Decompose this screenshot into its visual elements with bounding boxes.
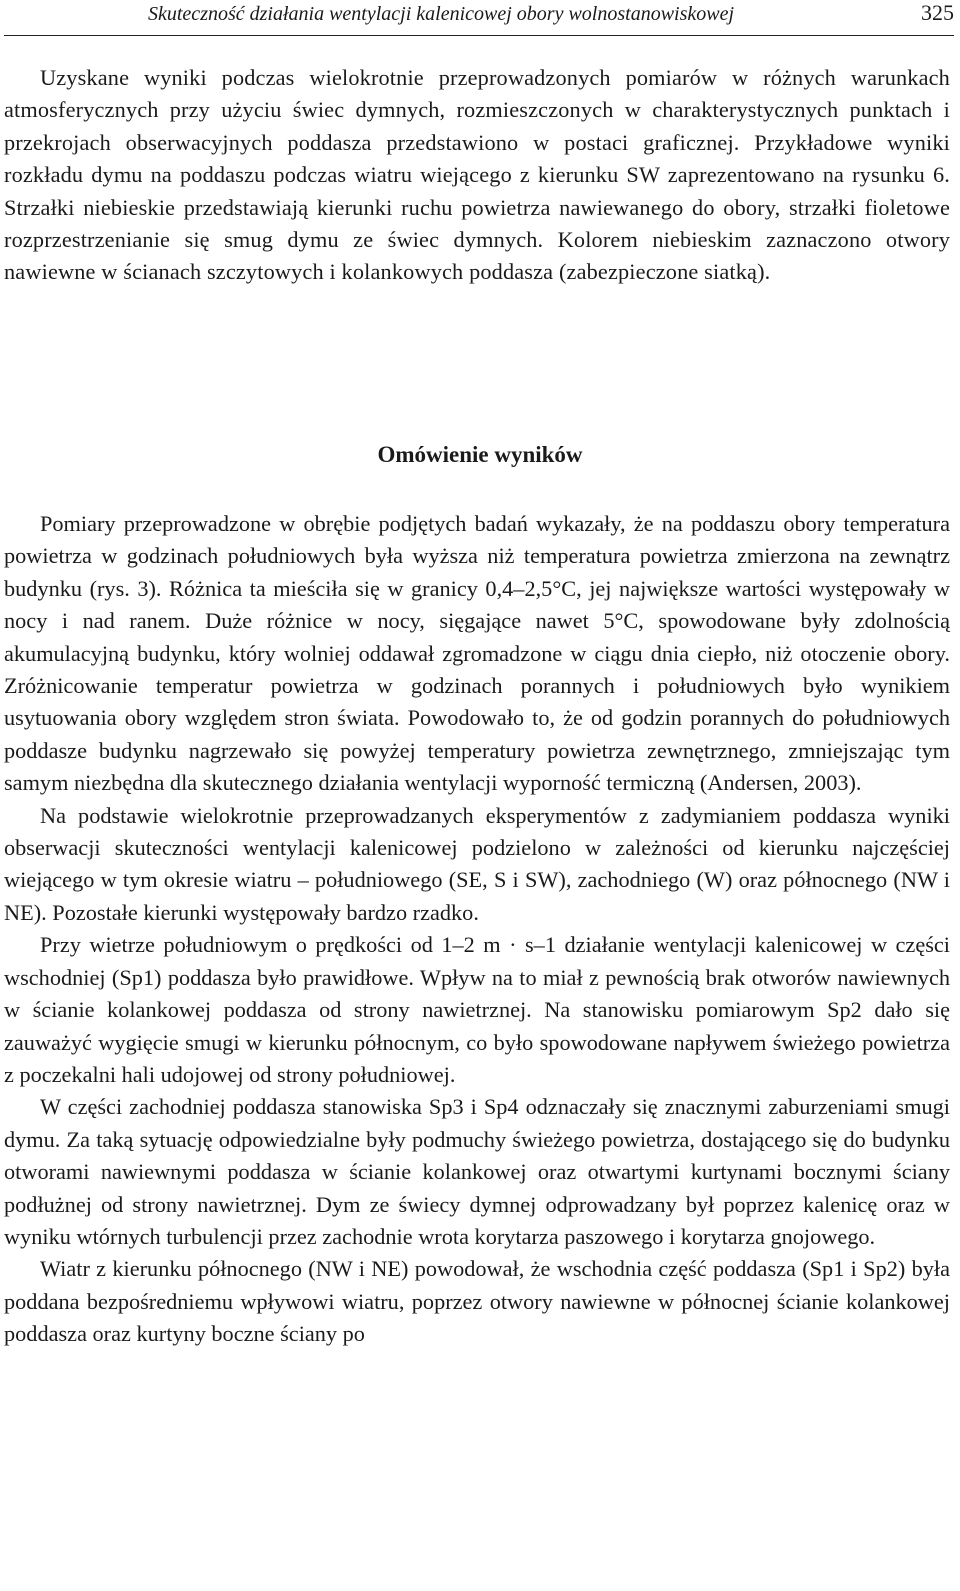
paragraph-north-wind: Wiatr z kierunku północnego (NW i NE) powodował, że wschodnia część poddasza (Sp1 i Sp2) była poddana bezpośredniemu wpływowi wiatru, poprzez otwory nawiewne w północnej ścianie kolankowej poddasza oraz kurtyny boczne ściany po — [4, 1256, 950, 1347]
paragraph-west-section: W części zachodniej poddasza stanowiska Sp3 i Sp4 odznaczały się znacznymi zaburzeniami smugi dymu. Za taką sytuację odpowiedzialne były podmuchy świeżego powietrza, dostającego się do budynku otworami nawiewnymi poddasza w ścianie kolankowej oraz otwartymi kurtynami bocznymi ściany podłużnej od strony nawietrznej. Dym ze świecy dymnej odprowadzany był poprzez kalenicę oraz w wyniku wtórnych turbulencji przez zachodnie wrota korytarza paszowego i korytarza gnojowego. — [4, 1094, 950, 1249]
paragraph-south-wind: Przy wietrze południowym o prędkości od 1–2 m · s–1 działanie wentylacji kalenicowej w części wschodniej (Sp1) poddasza było prawidłowe. Wpływ na to miał z pewnością brak otworów nawiewnych w ścianie kolankowej poddasza od strony nawietrznej. Na stanowisku pomiarowym Sp2 dało się zauważyć wygięcie smugi w kierunku północnym, co było spowodowane napływem świeżego powietrza z poczekalni hali udojowej od strony południowej. — [4, 932, 950, 1087]
paragraph-temperature: Pomiary przeprowadzone w obrębie podjętych badań wykazały, że na poddaszu obory temperatura powietrza w godzinach południowych była wyższa niż temperatura powietrza zmierzona na zewnątrz budynku (rys. 3). Różnica ta mieściła się w granicy 0,4–2,5°C, jej największe wartości występowały w nocy i nad ranem. Duże różnice w nocy, sięgające nawet 5°C, spowodowane były zdolnością akumulacyjną budynku, który wolniej oddawał zgromadzone w ciągu dnia ciepło, niż otoczenie obory. Zróżnicowanie temperatur powietrza w godzinach porannych i południowych było wynikiem usytuowania obory względem stron świata. Powodowało to, że od godzin porannych do południowych poddasze budynku nagrzewało się powyżej temperatury powietrza zewnętrznego, zmniejszając tym samym niezbędna dla skutecznego działania wentylacji wyporność termiczną (Andersen, 2003). — [4, 511, 950, 796]
section-heading: Omówienie wyników — [377, 442, 583, 467]
running-title: Skuteczność działania wentylacji kalenicowej obory wolnostanowiskowej — [148, 3, 735, 25]
paragraph-wind-directions: Na podstawie wielokrotnie przeprowadzanych eksperymentów z zadymianiem poddasza wyniki obserwacji skuteczności wentylacji kalenicowej podzielono w zależności od kierunku najczęściej wiejącego w tym okresie wiatru – południowego (SE, S i SW), zachodniego (W) oraz północnego (NW i NE). Pozostałe kierunki występowały bardzo rzadko. — [4, 802, 950, 925]
results-discussion — [4, 508, 950, 1351]
running-header — [4, 0, 954, 36]
intro-section — [4, 62, 950, 289]
intro-paragraph: Uzyskane wyniki podczas wielokrotnie przeprowadzonych pomiarów w różnych warunkach atmosferycznych przy użyciu świec dymnych, rozmieszczonych w charakterystycznych punktach i przekrojach obserwacyjnych poddasza przedstawiono w postaci graficznej. Przykładowe wyniki rozkładu dymu na poddaszu podczas wiatru wiejącego z kierunku SW zaprezentowano na rysunku 6. Strzałki niebieskie przedstawiają kierunki ruchu powietrza nawiewanego do obory, strzałki fioletowe rozprzestrzenianie się smug dymu ze świec dymnych. Kolorem niebieskim zaznaczono otwory nawiewne w ścianach szczytowych i kolankowych poddasza (zabezpieczone siatką). — [4, 65, 950, 285]
page-number: 325 — [921, 0, 954, 25]
